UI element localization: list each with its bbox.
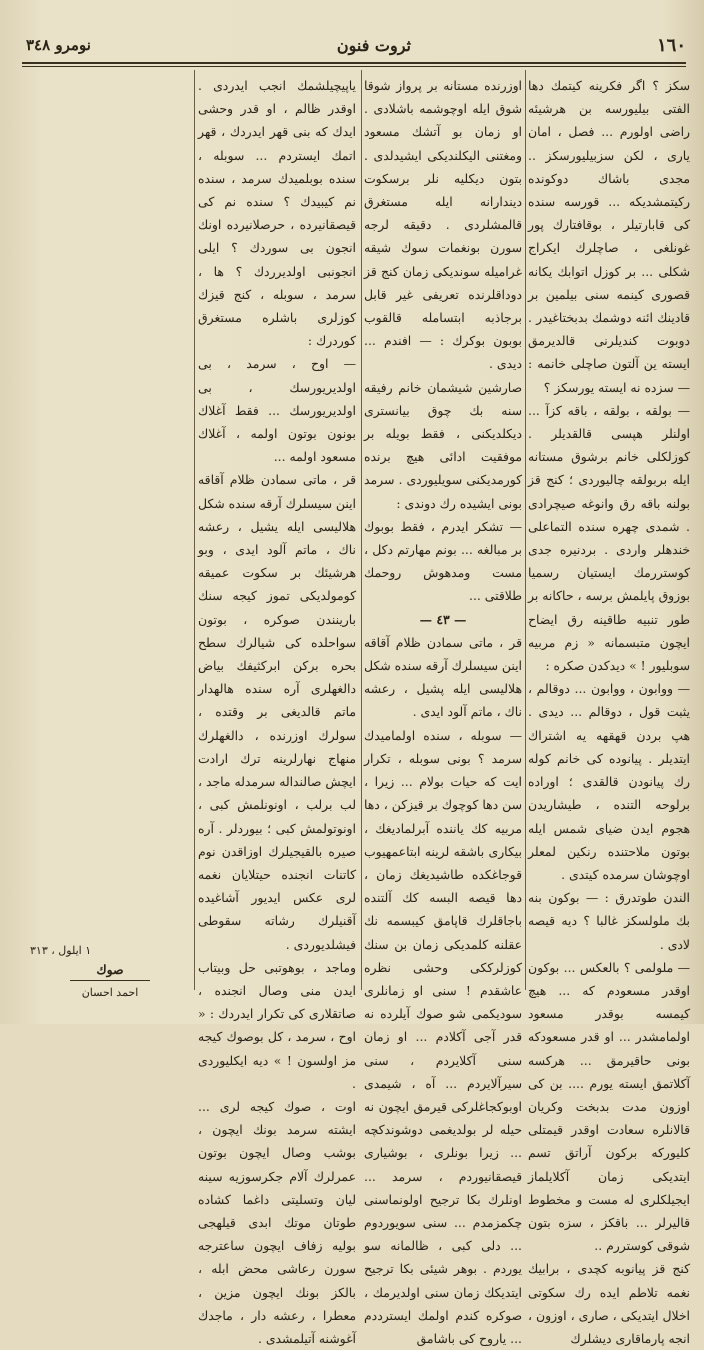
paragraph: — بولقه ، بولقه ، باقه كزآ ... اولنلر هپسی قالقدیلر . كوزلكلی خانم برشوق مستانه ایله بربولقه چالیوردی ؛ كنج قز بولنه باقه رق وانوغه صیچرادی . شمدی چهره سنده التماعلی خندهلر واردی . بردنیره جدی كوستررمك ایستیان رسمیا بوزوق پایلمش برسه ، حاكانه بر طور تنبیه طاقینه رق ایضاح ایچون متبسمانه « زم مربیه سوبلیور ! » دیدكدن صكره : xyxy=(528,402,690,674)
article-date: ١ ایلول ، ٣١٣ xyxy=(30,944,92,957)
paragraph: — اوح ، سرمد ، بی اولدیریورسك ، بی اولدیریورسك ... فقط آغلاك بونون بوتون اولمه ، آغلاك مسعود اولمه ... xyxy=(198,356,356,465)
text-column-3 xyxy=(198,74,356,1346)
paragraph: — ووابون ، ووابون ... دوقالم ، یثبت قول ، دوقالم ... دیدی . هپ بردن قهقهه یه اشتراك ایتدیلر . پیانوده كی خانم كوله رك پیانودن قالقدی ؛ اوراده برلوحه التنده ، طیشاریدن هجوم ایدن ضیای شمس ایله بوتون ملاحتنده رنكین لمعلر اوچوشان سرمده كیتدی . xyxy=(528,681,690,882)
page-header xyxy=(26,30,686,60)
journal-title: ثروت فنون xyxy=(336,35,411,55)
paragraph: وماجد ، بوهوتبی حل وبیتاب ایدن منی وصال انجنده ، صاتقلاری كی تكرار ایدردك : « اوح ، سرمد ، كل بوصوك كیجه مز اولسون ! » دیه ایكلیوردی . xyxy=(198,959,356,1091)
paragraph: اوت ، صوك كیجه لری ... ایشته سرمد بونك ایچون ، بوشب وصال ایچون بوتون عمرلرك آلام جكرسوزیه سینه لیان وتسلیتی داغما كشاده طوتان موتك ابدی قیلهجی بوليه زفاف ایچون ساعترجه سورن رعاشی محض ابله ، بالكز بونك ایچون مزین ، معطرا ، رعشه دار ، ماجدك آغوشنه آتیلمشدی . xyxy=(198,1098,356,1346)
column-divider xyxy=(525,70,526,990)
paragraph: قر ، ماتی سمادن ظلام آقاقه اینن سیسلرك آرقه سنده شكل هلالیسی ایله یشیل ، رعشه ناك ، ماتم آلود ایدی ، وبو هرشیئك بر سكوت عمیقه كومولدیكی تموز كیجه سنك بارینندن صوكره ، بوتون سواحلده كی شیالرك سطح بحره بركن ابركثیفك بیاض دالغهلری آره سنده هالهدار ماتم قالدیغی بر وقتده ، سولرك اوزرنده ، دالغهلرك منهاج نهارلرینه ترك ارادت ایچش صالنداله سرمدله ماجد ، لب برلب ، اونونلمش كبی ، اونوتولمش كبی ؛ بیوردلر . آره صیره بالقیجیلرك اوزاقدن نوم كاتنات انجنده حیتلایان نغمه لری عكس ایدیور آشاغیده آقنیلرك رشاته سقوطی فیشلدیوردی . xyxy=(198,472,356,952)
author-name: احمد احسان xyxy=(81,986,139,999)
paragraph: اوزرنده مستانه بر پرواز شوقا شوق ایله اوچوشمه باشلادی . او زمان بو آتشك مسعود ومغتنی الیكلندیكی ایشیدلدی . بتون دیكلیه نلر برسكوت دیندارانه ایله مستغرق قالمشلردی . دقیقه لرجه سورن بونغمات سوك شیقه غرامیله سوندیكی زمان كنج قز دوداقلرنده تعریفی غیر قابل برجاذبه ابتسامله قالقوب بوبون بوكرك : — افندم ... دیدی . xyxy=(364,78,522,372)
text-column-4 xyxy=(30,74,190,934)
end-mark: صوك xyxy=(96,962,124,977)
column-divider xyxy=(361,70,362,990)
column-divider xyxy=(194,70,195,990)
signature-rule xyxy=(70,980,150,981)
paragraph: — تشكر ایدرم ، فقط بوبوك بر مبالغه ... بونم مهارتم دكل ، مست ومدهوش روحمك طلاقتی ... xyxy=(364,518,522,604)
paragraph: یاپیچیلشمك انجب ایدردی . اوقدر ظالم ، او قدر وحشی ایدك كه بنی قهر ایدردك ، قهر اتمك ایستردم ... سوبله ، سنده بوبلمیدك سرمد ، سنده نم كیبیدك ؟ سنده نم كی قیصقانیرده ، حرصلانیرده اونك انجون بی سوردك ؟ ایلی انجونبی اولدیرردك ؟ ها ، سرمد ، سوبله ، كنج قیزك كوزلری باشلره مستغرق كوردرك : xyxy=(198,78,356,349)
paragraph: — ملولمی ؟ بالعكس ... بوكون اوقدر مسعودم كه ... هیچ كیمسه بوقدر مسعود اولمامشدر ... او قدر مسعودكه بونی حاقیرمق ... هركسه آكلاتمق ایسته یورم .... بن كی اوزون مدت بدبخت وكریان قالانلره سعادت اوقدر قیمتلی كلیوركه بركون آراتق تسم ایتدیكی زمان آكلایلماز ایجیلكلری له مست و مخطوط قالیرلر ... باقكز ، سزه بتون شوقی كوستررم .. xyxy=(528,959,690,1254)
header-rule xyxy=(22,62,686,64)
paragraph: سكز ؟ اگر فكرينه كيتمك دها الفتی بیلیورسه بن هرشيئه راضی اولورم ... فصل ، امان یاری ، لكن سزبیلیورسكز .. مجدی باشاك دوكونده ركیتمشدیكه ... قورسه سنده كی قابارتیلر ، بوقافتارك پور غونلغی ، صاچلرك ایكراج شكلی ... بر كوزل اتوابك یكانه قصوری كینمه سنی بیلمین بر قادینك ائنه دوشمك بدبختاغیدر . دوبوت كندیلرنی قالدیرمق ایسته ین آلتون صاچلی خانمه : — سزده نه ایسته یورسكز ؟ xyxy=(528,78,690,395)
paragraph: — سوبله ، سنده اولمامیدك سرمد ؟ بونی سوبله ، تكرار ایت كه حیات بولام ... زیرا ، سن دها كوچوك بر قیزكن ، دها مربیه كك یاننده آبرلمادیغك ، بیكاری باشقه لرینه ابتاعمهیوب قوجاغكده طاشیدیغك زمان ، دها قیصه البسه كك آلتنده باجاقلرك قاپامق كیبسمه نك عقلنه كلمدیكی زمان بن سنك كوزلرككی وحشی نظره عاشقدم ! سنی او زمانلری سودیكمی شو صوك آیلرده نه قدر آجی آكلادم ... او زمان سنی آكلایردم ، سنی سیرآلایردم ... آه ، شیمدی اوبوكجاغلركی قیرمق ایچون نه حیله لر بولدیغمی دوشوندكچه ... زیرا بونلری ، بوشیاری قیصقانیوردم ، سرمد ... اونلرك بكا ترجیح اولونماسنی چكمزمدم ... سنی سویوردوم ... دلی كبی ، ظالمانه سو یوردم . بوهر شیئی بكا ترجیح ایتدیكك زمان سنی اولدیرمك ، صوكره كندم اولمك ایسترددم ... یاروح كی باشامق xyxy=(364,727,522,1346)
page-number: ١٦٠ xyxy=(656,34,686,56)
paragraph: صارشین شیشمان خانم رفیقه سنه بك چوق بیانستری دیكلدیكنی ، فقط بویله بر موفقیت ادائی هیچ برنده كورمدیكنی سویلیوردی . سرمد بونی ایشیده رك دوندی : xyxy=(364,379,522,511)
paragraph: كنج قز پیانوبه كچدی ، برابیك نغمه تلاطم ایده رك سكوتی اخلال ایتدیكی ، صاری ، اوزون ، انجه پارماقاری دیشلرك xyxy=(528,1261,690,1346)
header-rule-thin xyxy=(22,66,686,67)
section-number: — ٤٣ — xyxy=(419,611,467,627)
text-column-2 xyxy=(364,74,522,1346)
paragraph: قر ، ماتی سمادن ظلام آقاقه اینن سیسلرك آرقه سنده شكل هلالیسی ایله پشیل ، رعشه ناك ، ماتم آلود ایدی . xyxy=(364,634,522,720)
issue-number: نومرو ٣٤٨ xyxy=(26,36,91,54)
paragraph: الندن طوتدرق : — بوكون بنه بك ملولسكز غالبا ؟ دیه قیصه لادی . xyxy=(528,890,690,952)
text-column-1 xyxy=(528,74,690,1346)
